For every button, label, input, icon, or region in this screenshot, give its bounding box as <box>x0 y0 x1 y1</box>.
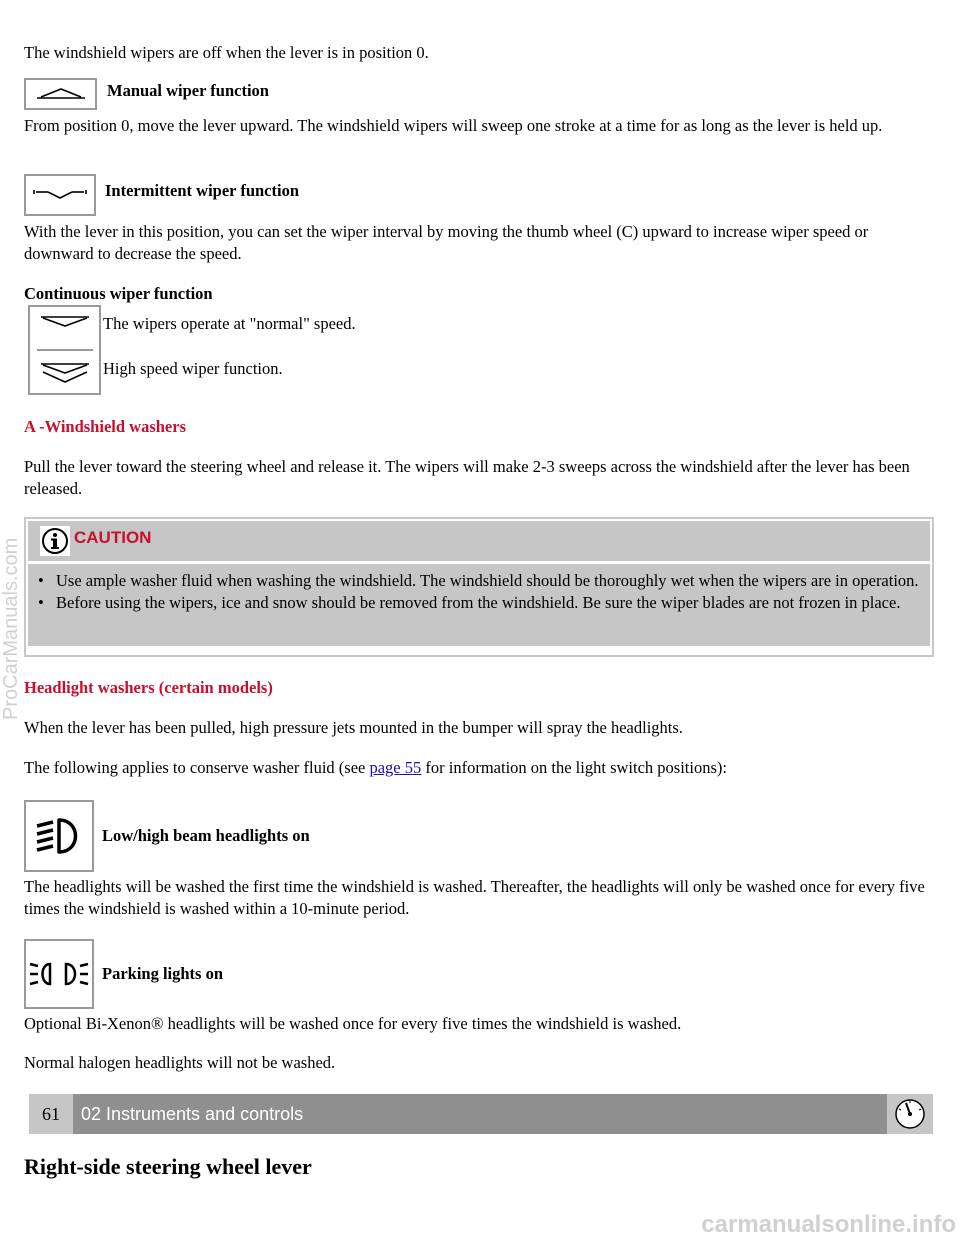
caution-box <box>24 517 934 657</box>
headlight-washers-text: When the lever has been pulled, high pressure jets mounted in the bumper will spray the headlights. <box>24 718 683 737</box>
chapter-title: 02 Instruments and controls <box>81 1104 304 1124</box>
page-55-link[interactable]: page 55 <box>369 758 422 777</box>
continuous-wiper-heading: Continuous wiper function <box>24 284 213 303</box>
caution-bullet-text: Before using the wipers, ice and snow should be removed from the windshield. Be sure the wiper blades are not frozen in place. <box>56 593 901 612</box>
beam-heading: Low/high beam headlights on <box>102 826 310 845</box>
continuous-normal-text: The wipers operate at "normal" speed. <box>103 314 356 333</box>
caution-bullet-text: Use ample washer fluid when washing the windshield. The windshield should be thoroughly wet when the wipers are in operation. <box>56 571 919 590</box>
page-number: 61 <box>29 1094 73 1134</box>
manual-wiper-icon <box>24 78 97 110</box>
manual-wiper-row <box>24 78 269 110</box>
continuous-wiper-icon <box>28 305 101 395</box>
continuous-high-text: High speed wiper function. <box>103 359 283 378</box>
washers-text: Pull the lever toward the steering wheel and release it. The wipers will make 2-3 sweeps across the windshield after the lever has been released. <box>24 457 910 498</box>
conserve-fluid-text-start: The following applies to conserve washer fluid (see <box>24 758 370 777</box>
intermittent-wiper-icon <box>24 174 96 216</box>
caution-bullet: • Before using the wipers, ice and snow should be removed from the windshield. Be sure the wiper blades are not frozen in place. <box>38 593 901 612</box>
headlight-beam-icon <box>24 800 94 872</box>
conserve-fluid-text <box>24 757 936 779</box>
parking-text: Optional Bi-Xenon® headlights will be washed once for every five times the windshield is washed. <box>24 1014 682 1033</box>
chapter-footer-bar <box>29 1094 933 1134</box>
next-section-heading: Right-side steering wheel lever <box>24 1154 312 1179</box>
intermittent-wiper-heading: Intermittent wiper function <box>105 181 300 200</box>
watermark-bottom-right: carmanualsonline.info <box>701 1211 956 1238</box>
washers-heading: A -Windshield washers <box>24 417 186 436</box>
manual-wiper-heading: Manual wiper function <box>107 81 269 100</box>
intermittent-wiper-row <box>24 174 299 216</box>
headlight-washers-heading: Headlight washers (certain models) <box>24 678 273 697</box>
parking-row <box>24 939 223 1009</box>
info-icon <box>40 526 70 556</box>
caution-header <box>28 521 930 564</box>
watermark-left: ProCarManuals.com <box>0 537 22 720</box>
manual-wiper-text: From position 0, move the lever upward. The windshield wipers will sweep one stroke at a time for as long as the lever is held up. <box>24 116 883 135</box>
caution-body <box>28 564 930 646</box>
intro-text: The windshield wipers are off when the lever is in position 0. <box>24 43 429 62</box>
parking-lights-icon <box>24 939 94 1009</box>
parking-heading: Parking lights on <box>102 964 224 983</box>
beam-row <box>24 800 310 872</box>
intermittent-wiper-text: With the lever in this position, you can set the wiper interval by moving the thumb wheel (C) upward to increase wiper speed or downward to decrease the speed. <box>24 222 869 263</box>
conserve-fluid-text-end: for information on the light switch positions): <box>421 758 727 777</box>
beam-text: The headlights will be washed the first time the windshield is washed. Thereafter, the headlights will only be washed once for every five times the windshield is washed within a 10-minute period. <box>24 877 925 918</box>
halogen-text: Normal halogen headlights will not be washed. <box>24 1053 336 1072</box>
caution-title: CAUTION <box>74 528 152 547</box>
caution-bullet: • Use ample washer fluid when washing the windshield. The windshield should be thoroughly wet when the wipers are in operation. <box>38 571 919 590</box>
gauge-icon <box>887 1094 933 1134</box>
